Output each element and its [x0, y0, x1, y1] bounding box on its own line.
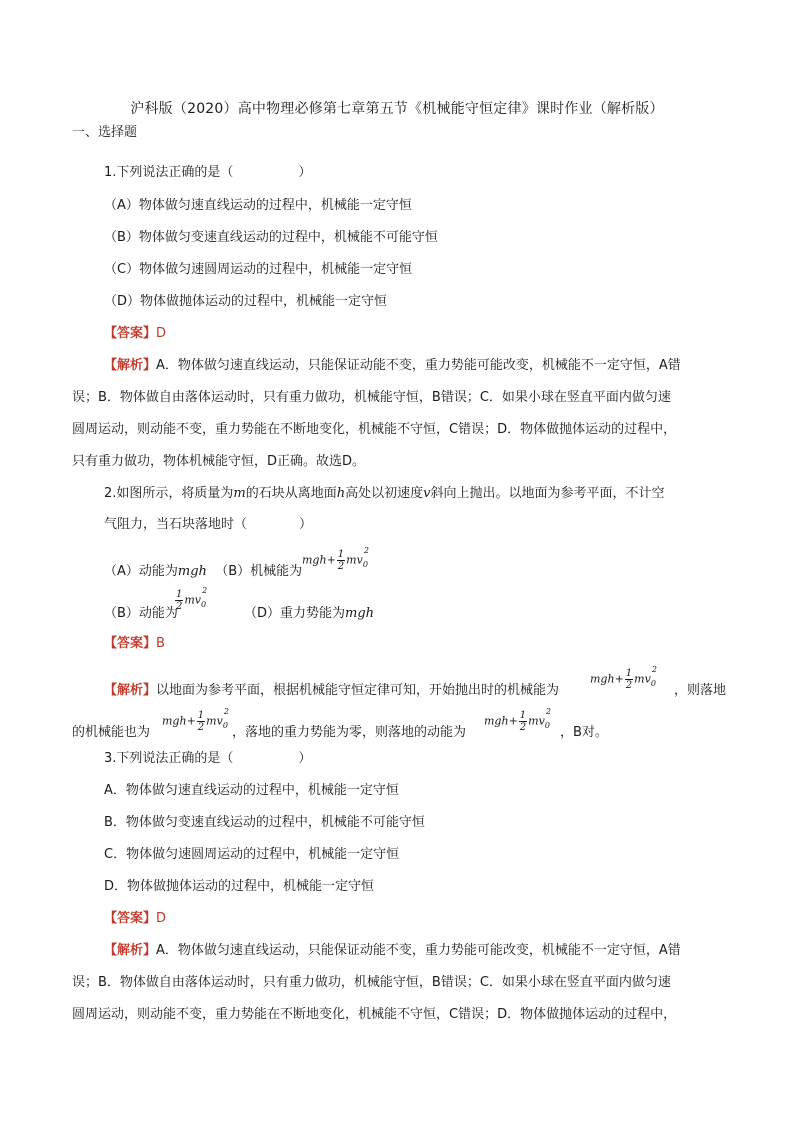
q2-option-a-value: mgh [177, 564, 207, 579]
answer-value: B [156, 636, 165, 651]
q2-stem-line-1 [104, 485, 665, 503]
answer-label: 【答案】 [104, 326, 157, 341]
q3-explanation-line-1 [104, 942, 681, 960]
q3-explanation-line-2: 误；B．物体做自由落体运动时，只有重力做功，机械能守恒，B错误；C．如果小球在竖直平面内做匀速 [72, 975, 671, 990]
q3-answer [104, 910, 166, 928]
stem-text: 的石块从离地面 [245, 486, 337, 501]
q2-options-row-2 [104, 605, 178, 623]
q2-option-a-label: （A）动能为 [104, 564, 178, 579]
formula: mgh+ $\frac{1}{2}$ $mv_0^2$ [302, 546, 369, 573]
q2-option-b-formula [302, 548, 369, 574]
q2-explanation-formula-1 [590, 667, 657, 693]
formula: mgh+ $\frac{1}{2}$ $mv_0^2$ [484, 707, 551, 734]
q3-option-d: D．物体做抛体运动的过程中，机械能一定守恒 [104, 879, 375, 894]
q2-option-d [244, 605, 374, 623]
q2-option-b-label: （B）机械能为 [215, 564, 303, 579]
var-m: m [233, 486, 246, 501]
q1-option-d: （D）物体做抛体运动的过程中，机械能一定守恒 [104, 294, 388, 309]
q1-explanation-line-1 [104, 357, 681, 375]
explanation-text: 以地面为参考平面，根据机械能守恒定律可知，开始抛出时的机械能为 [156, 683, 560, 698]
formula: $\frac{1}{2}$ $mv_0^2$ [176, 586, 208, 613]
answer-value: D [156, 911, 167, 926]
q1-stem: 1.下列说法正确的是（ ） [104, 165, 312, 180]
q2-option-d-value: mgh [345, 606, 375, 621]
q3-explanation-line-3: 圆周运动，则动能不变，重力势能在不断地变化，机械能不守恒，C错误；D．物体做抛体运动的过程中， [72, 1007, 677, 1022]
explanation-label: 【解析】 [104, 683, 157, 698]
explanation-text: A．物体做匀速直线运动，只能保证动能不变，重力势能可能改变，机械能不一定守恒，A错 [156, 943, 681, 958]
q2-answer [104, 635, 165, 653]
q2-option-b2-formula [174, 588, 207, 614]
q2-explanation-formula-2 [162, 709, 229, 735]
q2-option-b2-label: （B）动能为 [104, 606, 178, 621]
answer-value: D [156, 326, 167, 341]
q2-explanation-text-2b: ，落地的重力势能为零，则落地的动能为 [232, 725, 467, 740]
formula: mgh+ $\frac{1}{2}$ $mv_0^2$ [590, 665, 657, 692]
q1-answer [104, 325, 166, 343]
q2-options-row-1 [104, 563, 302, 581]
q1-explanation-line-3: 圆周运动，则动能不变，重力势能在不断地变化，机械能不守恒，C错误；D．物体做抛体运动的过程中， [72, 422, 677, 437]
q1-option-b: （B）物体做匀变速直线运动的过程中，机械能不可能守恒 [104, 230, 438, 245]
q3-option-b: B．物体做匀变速直线运动的过程中，机械能不可能守恒 [104, 815, 425, 830]
stem-text: 2.如图所示，将质量为 [104, 486, 234, 501]
var-v: v [423, 486, 431, 501]
q1-option-a: （A）物体做匀速直线运动的过程中，机械能一定守恒 [104, 198, 412, 213]
q1-explanation-line-4: 只有重力做功，物体机械能守恒，D正确。故选D。 [72, 454, 366, 469]
q2-explanation-text-2c: ，B对。 [560, 725, 608, 740]
q2-explanation-line-1 [104, 682, 559, 700]
q2-stem-line-2: 气阻力，当石块落地时（ ） [104, 517, 313, 532]
formula: mgh+ $\frac{1}{2}$ $mv_0^2$ [162, 707, 229, 734]
stem-text: 斜向上抛出。以地面为参考平面，不计空 [430, 486, 665, 501]
q1-explanation-line-2: 误；B．物体做自由落体运动时，只有重力做功，机械能守恒，B错误；C．如果小球在竖直平面内做匀速 [72, 390, 671, 405]
q3-option-c: C．物体做匀速圆周运动的过程中，机械能一定守恒 [104, 847, 400, 862]
q1-option-c: （C）物体做匀速圆周运动的过程中，机械能一定守恒 [104, 262, 413, 277]
q2-explanation-text-1b: ，则落地 [674, 683, 727, 698]
page-title: 沪科版（2020）高中物理必修第七章第五节《机械能守恒定律》课时作业（解析版） [130, 101, 664, 117]
explanation-label: 【解析】 [104, 943, 157, 958]
var-h: h [336, 486, 346, 501]
stem-text: 高处以初速度 [345, 486, 424, 501]
q2-explanation-formula-3 [484, 709, 551, 735]
explanation-text: A．物体做匀速直线运动，只能保证动能不变，重力势能可能改变，机械能不一定守恒，A错 [156, 358, 681, 373]
answer-label: 【答案】 [104, 636, 157, 651]
answer-label: 【答案】 [104, 911, 157, 926]
explanation-label: 【解析】 [104, 358, 157, 373]
q3-stem: 3.下列说法正确的是（ ） [104, 751, 312, 766]
q2-option-d-label: （D）重力势能为 [244, 606, 346, 621]
q3-option-a: A．物体做匀速直线运动的过程中，机械能一定守恒 [104, 783, 399, 798]
section-heading: 一、选择题 [72, 125, 138, 140]
q2-explanation-line-2: 的机械能也为 [72, 725, 151, 740]
